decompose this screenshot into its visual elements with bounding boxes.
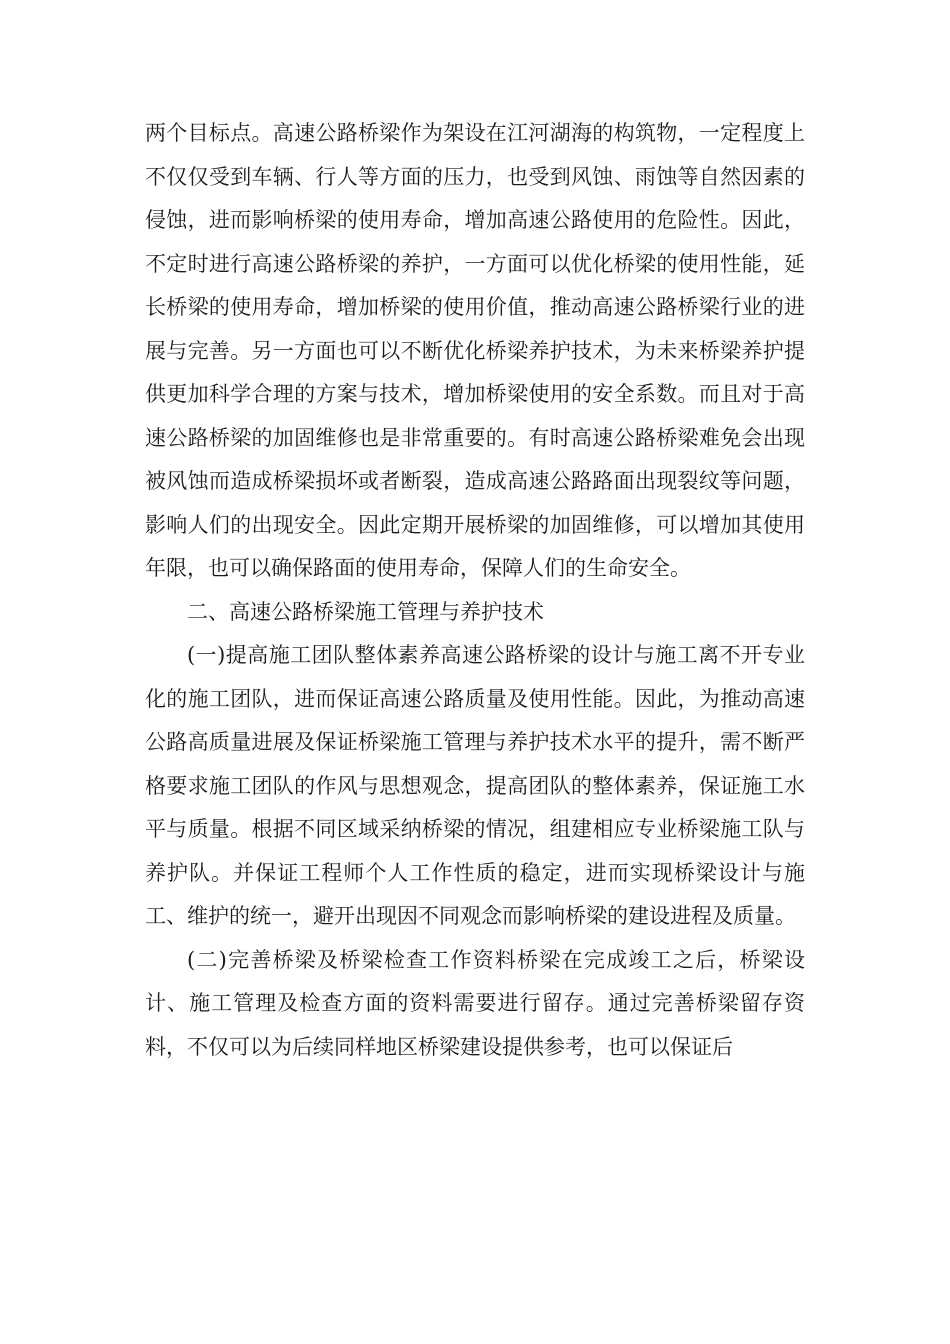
document-body: [145, 112, 805, 1069]
paragraph-continuation: 两个目标点。高速公路桥梁作为架设在江河湖海的构筑物，一定程度上不仅仅受到车辆、行人等方面的压力，也受到风蚀、雨蚀等自然因素的侵蚀，进而影响桥梁的使用寿命，增加高速公路使用的危险性。因此，不定时进行高速公路桥梁的养护，一方面可以优化桥梁的使用性能，延长桥梁的使用寿命，增加桥梁的使用价值，推动高速公路桥梁行业的进展与完善。另一方面也可以不断优化桥梁养护技术，为未来桥梁养护提供更加科学合理的方案与技术，增加桥梁使用的安全系数。而且对于高速公路桥梁的加固维修也是非常重要的。有时高速公路桥梁难免会出现被风蚀而造成桥梁损坏或者断裂，造成高速公路路面出现裂纹等问题，影响人们的出现安全。因此定期开展桥梁的加固维修，可以增加其使用年限，也可以确保路面的使用寿命，保障人们的生命安全。: [145, 121, 805, 580]
section-heading: 二、高速公路桥梁施工管理与养护技术: [187, 599, 544, 624]
paragraph-subsection-2: (二)完善桥梁及桥梁检查工作资料桥梁在完成竣工之后，桥梁设计、施工管理及检查方面的资料需要进行留存。通过完善桥梁留存资料，不仅可以为后续同样地区桥梁建设提供参考，也可以保证后: [145, 947, 805, 1059]
paragraph-subsection-1: (一)提高施工团队整体素养高速公路桥梁的设计与施工离不开专业化的施工团队，进而保证高速公路质量及使用性能。因此，为推动高速公路高质量进展及保证桥梁施工管理与养护技术水平的提升，需不断严格要求施工团队的作风与思想观念，提高团队的整体素养，保证施工水平与质量。根据不同区域采纳桥梁的情况，组建相应专业桥梁施工队与养护队。并保证工程师个人工作性质的稳定，进而实现桥梁设计与施工、维护的统一，避开出现因不同观念而影响桥梁的建设进程及质量。: [145, 643, 805, 928]
